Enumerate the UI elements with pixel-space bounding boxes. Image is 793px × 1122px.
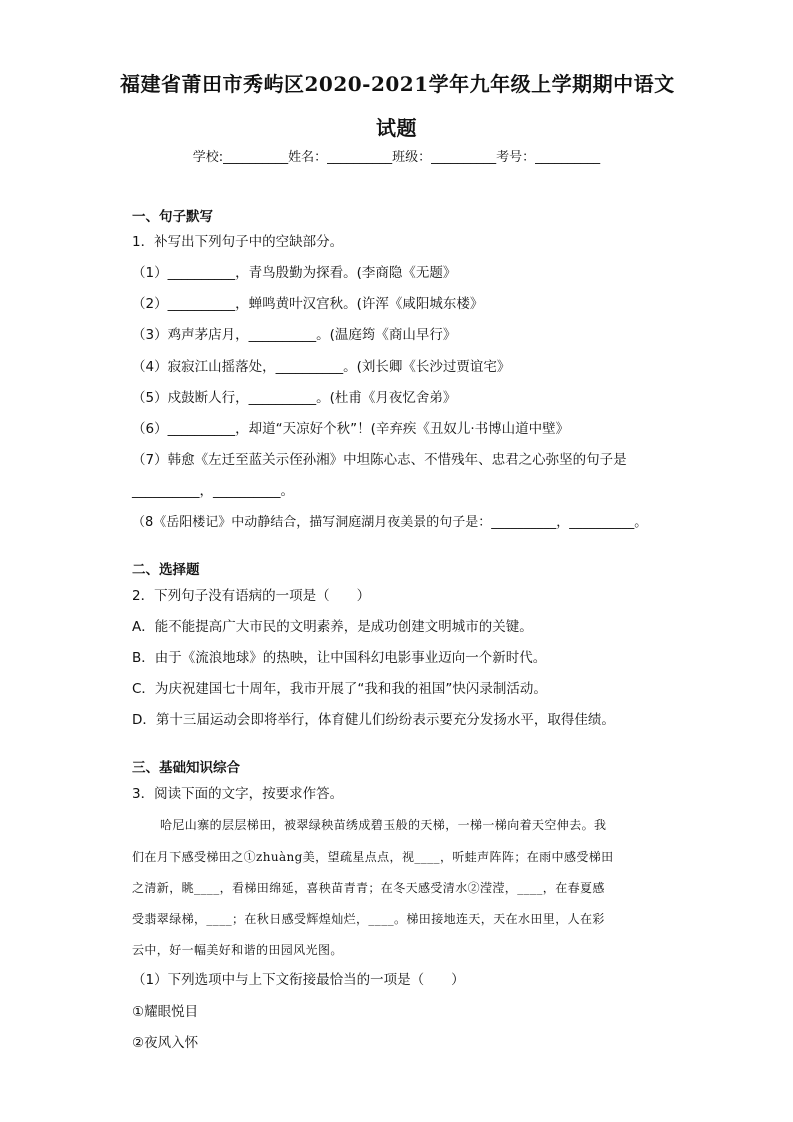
question-1-stem: 1．补写出下列句子中的空缺部分。: [132, 234, 344, 250]
question-2-option-d: D．第十三届运动会即将举行，体育健儿们纷纷表示要充分发扬水平，取得佳绩。: [132, 712, 615, 728]
passage-line-1: 哈尼山寨的层层梯田，被翠绿秧苗绣成碧玉般的天梯，一梯一梯向着天空伸去。我: [160, 818, 607, 832]
question-1-item-5: （5）戍鼓断人行，__________。(杜甫《月夜忆舍弟》: [132, 390, 457, 406]
section-heading-basic-knowledge: 三、基础知识综合: [132, 760, 240, 776]
question-2-stem: 2．下列句子没有语病的一项是（ ）: [132, 588, 371, 604]
exam-title-line-1: 福建省莆田市秀屿区2020-2021学年九年级上学期期中语文: [120, 72, 675, 96]
section-heading-sentence-dictation: 一、句子默写: [132, 209, 213, 225]
question-1-item-2: （2）__________，蝉鸣黄叶汉宫秋。(许浑《咸阳城东楼》: [132, 296, 484, 312]
passage-line-5: 云中，好一幅美好和谐的田园风光图。: [132, 943, 343, 957]
exam-title-line-2: 试题: [376, 116, 417, 140]
question-1-item-7: （7）韩愈《左迁至蓝关示侄孙湘》中坦陈心志、不惜残年、忠君之心弥坚的句子是: [132, 452, 627, 468]
student-info-line: 学校:__________姓名：__________班级：__________考号：__________: [192, 150, 601, 165]
question-3-choice-2: ②夜风入怀: [132, 1035, 199, 1051]
question-1-item-6: （6）__________，却道“天凉好个秋”！(辛弃疾《丑奴儿·书博山道中壁》: [132, 421, 570, 437]
question-3-stem: 3．阅读下面的文字，按要求作答。: [132, 786, 344, 802]
question-1-item-7-blanks: __________，__________。: [132, 483, 294, 499]
question-3-choice-1: ①耀眼悦目: [132, 1004, 199, 1020]
question-1-item-1: （1）__________，青鸟殷勤为探看。(李商隐《无题》: [132, 265, 457, 281]
question-1-item-8: （8《岳阳楼记》中动静结合，描写洞庭湖月夜美景的句子是：__________，__________。: [132, 515, 648, 530]
passage-line-4: 受翡翠绿梯，____；在秋日感受辉煌灿烂，____。梯田接地连天，天在水田里，人在彩: [132, 912, 605, 926]
question-3-sub-1-stem: （1）下列选项中与上下文衔接最恰当的一项是（ ）: [132, 972, 465, 988]
passage-line-3: 之清新，眺____，看梯田绵延，喜秧苗青青；在冬天感受清水②滢滢，____，在春夏感: [132, 881, 605, 895]
question-2-option-a: A．能不能提高广大市民的文明素养，是成功创建文明城市的关键。: [132, 619, 533, 635]
question-1-item-4: （4）寂寂江山摇落处，__________。(刘长卿《长沙过贾谊宅》: [132, 359, 511, 375]
passage-line-2: 们在月下感受梯田之①zhuàng美，望疏星点点，视____，听蛙声阵阵；在雨中感受梯田: [132, 850, 614, 864]
question-2-option-c: C．为庆祝建国七十周年，我市开展了“我和我的祖国”快闪录制活动。: [132, 681, 547, 697]
section-heading-multiple-choice: 二、选择题: [132, 562, 200, 578]
question-2-option-b: B．由于《流浪地球》的热映，让中国科幻电影事业迈向一个新时代。: [132, 650, 547, 666]
question-1-item-3: （3）鸡声茅店月，__________。(温庭筠《商山早行》: [132, 327, 457, 343]
